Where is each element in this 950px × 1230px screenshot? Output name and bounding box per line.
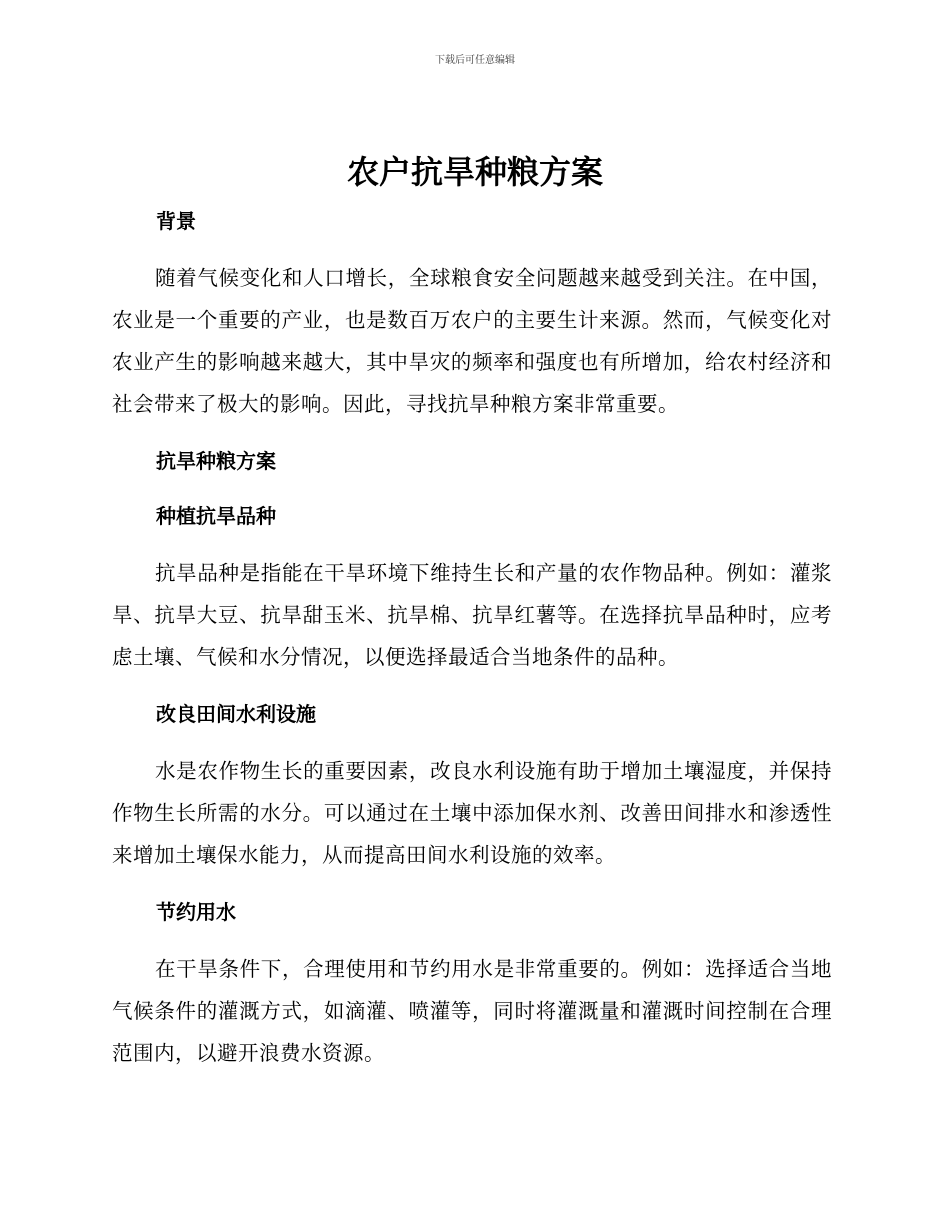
section-heading-background: 背景	[156, 209, 196, 233]
section-heading-plans: 抗旱种粮方案	[156, 449, 276, 473]
paragraph-background: 随着气候变化和人口增长，全球粮食安全问题越来越受到关注。在中国，农业是一个重要的产业，也是数百万农户的主要生计来源。然而，气候变化对农业产生的影响越来越大，其中旱灾的频率和强度也有所增加，给农村经济和社会带来了极大的影响。因此，寻找抗旱种粮方案非常重要。	[112, 266, 832, 416]
document-body	[112, 203, 832, 1074]
section-heading-varieties: 种植抗旱品种	[156, 504, 276, 528]
page-header-note: 下载后可任意编辑	[435, 55, 515, 66]
paragraph-varieties: 抗旱品种是指能在干旱环境下维持生长和产量的农作物品种。例如：灌浆旱、抗旱大豆、抗旱甜玉米、抗旱棉、抗旱红薯等。在选择抗旱品种时，应考虑土壤、气候和水分情况，以便选择最适合当地条件的品种。	[112, 561, 832, 669]
paragraph-irrigation: 水是农作物生长的重要因素，改良水利设施有助于增加土壤湿度，并保持作物生长所需的水分。可以通过在土壤中添加保水剂、改善田间排水和渗透性来增加土壤保水能力，从而提高田间水利设施的效率。	[112, 759, 832, 867]
paragraph-water-saving: 在干旱条件下，合理使用和节约用水是非常重要的。例如：选择适合当地气候条件的灌溉方式，如滴灌、喷灌等，同时将灌溉量和灌溉时间控制在合理范围内，以避开浪费水资源。	[112, 957, 832, 1065]
section-heading-water-saving: 节约用水	[156, 900, 236, 924]
document-title: 农户抗旱种粮方案	[346, 153, 603, 191]
section-heading-irrigation: 改良田间水利设施	[156, 702, 316, 726]
